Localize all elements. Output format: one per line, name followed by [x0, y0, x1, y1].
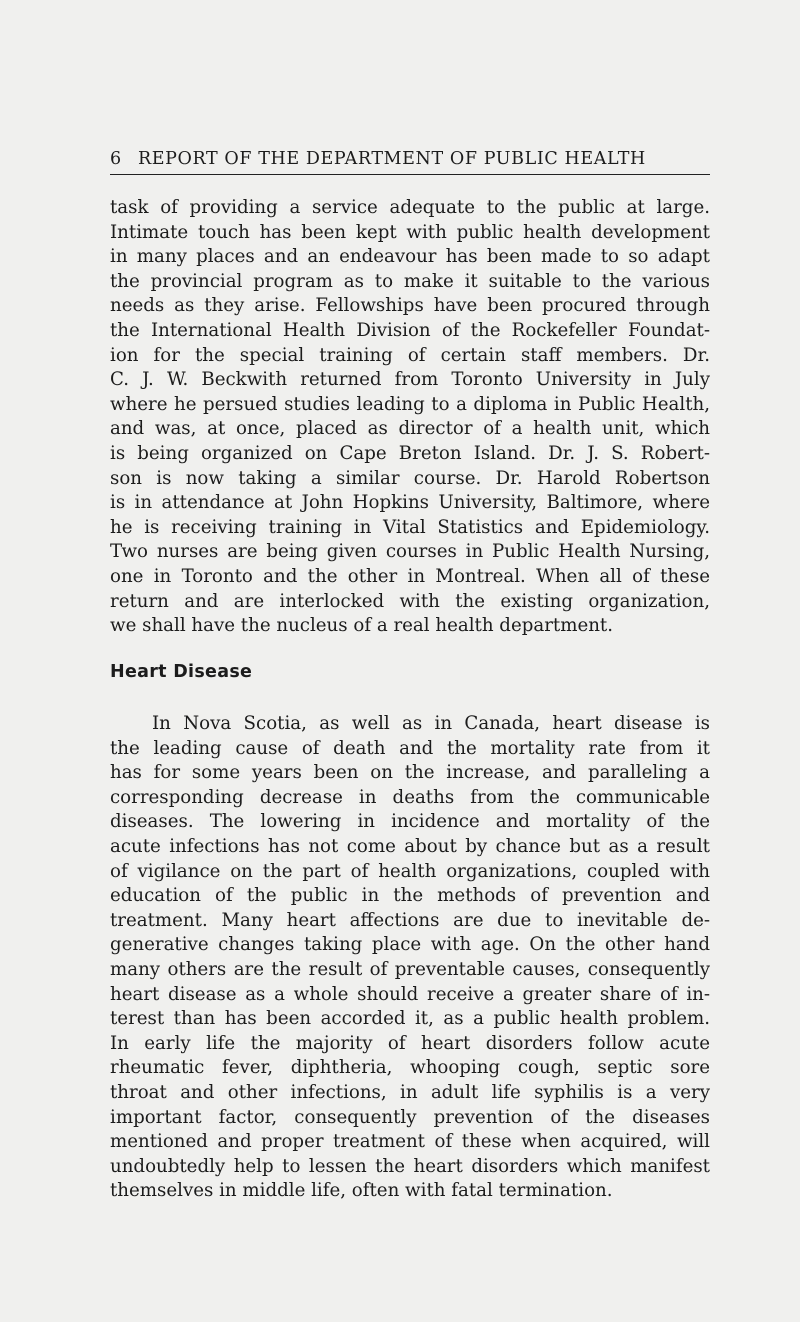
paragraph-line: and was, at once, placed as director of a health unit, which [110, 418, 710, 440]
section-heading-heart-disease: Heart Disease [110, 662, 253, 682]
paragraph-line: he is receiving training in Vital Statistics and Epidemiology. [110, 516, 710, 538]
paragraph-line: rheumatic fever, diphtheria, whooping cough, septic sore [110, 1057, 710, 1079]
paragraph-line: mentioned and proper treatment of these when acquired, will [110, 1131, 710, 1153]
paragraph-line: one in Toronto and the other in Montreal. When all of these [110, 565, 710, 587]
page-number: 6 [110, 149, 122, 169]
paragraph-line: undoubtedly help to lessen the heart disorders which manifest [110, 1155, 710, 1177]
paragraph-line: is being organized on Cape Breton Island. Dr. J. S. Robert- [110, 442, 710, 464]
paragraph-line: important factor, consequently prevention of the diseases [110, 1106, 710, 1128]
paragraph-line: In Nova Scotia, as well as in Canada, heart disease is [152, 713, 710, 734]
paragraph-line: needs as they arise. Fellowships have been procured through [110, 295, 710, 317]
paragraph-line: the International Health Division of the Rockefeller Foundat- [110, 319, 710, 341]
paragraph-line: return and are interlocked with the existing organization, [110, 590, 710, 612]
paragraph-line: the leading cause of death and the mortality rate from it [110, 737, 710, 759]
paragraph-line: Intimate touch has been kept with public health development [110, 221, 710, 243]
paragraph-line: acute infections has not come about by chance but as a result [110, 835, 710, 857]
paragraph-line: terest than has been accorded it, as a public health problem. [110, 1008, 710, 1030]
paragraph-line: son is now taking a similar course. Dr. Harold Robertson [110, 467, 710, 489]
paragraph-line: Two nurses are being given courses in Public Health Nursing, [110, 541, 710, 563]
paragraph-line: heart disease as a whole should receive a greater share of in- [110, 983, 710, 1005]
paragraph-line: in many places and an endeavour has been made to so adapt [110, 246, 710, 268]
paragraph-line: themselves in middle life, often with fatal termination. [110, 1180, 613, 1202]
paragraph-line: corresponding decrease in deaths from the communicable [110, 786, 710, 808]
paragraph-line: education of the public in the methods of prevention and [110, 885, 710, 907]
paragraph-line: throat and other infections, in adult life syphilis is a very [110, 1081, 710, 1103]
paragraph-line: diseases. The lowering in incidence and mortality of the [110, 811, 710, 833]
paragraph-fellowships [110, 196, 710, 639]
paragraph-heart-disease [110, 712, 710, 1204]
paragraph-line: of vigilance on the part of health organizations, coupled with [110, 860, 710, 882]
running-head-title: REPORT OF THE DEPARTMENT OF PUBLIC HEALTH [138, 149, 646, 169]
paragraph-line: In early life the majority of heart disorders follow acute [110, 1032, 710, 1054]
running-head [110, 146, 710, 175]
paragraph-line: the provincial program as to make it suitable to the various [110, 270, 710, 292]
paragraph-line: we shall have the nucleus of a real health department. [110, 615, 614, 637]
paragraph-line: C. J. W. Beckwith returned from Toronto University in July [110, 369, 710, 391]
paragraph-line: where he persued studies leading to a diploma in Public Health, [110, 393, 710, 415]
paragraph-line: generative changes taking place with age. On the other hand [110, 934, 710, 956]
paragraph-line: is in attendance at John Hopkins University, Baltimore, where [110, 492, 710, 514]
paragraph-line: many others are the result of preventable causes, consequently [110, 958, 710, 980]
paragraph-line: task of providing a service adequate to the public at large. [110, 197, 710, 218]
paragraph-line: treatment. Many heart affections are due to inevitable de- [110, 909, 710, 931]
paragraph-line: ion for the special training of certain staff members. Dr. [110, 344, 710, 366]
paragraph-line: has for some years been on the increase, and paralleling a [110, 762, 710, 784]
